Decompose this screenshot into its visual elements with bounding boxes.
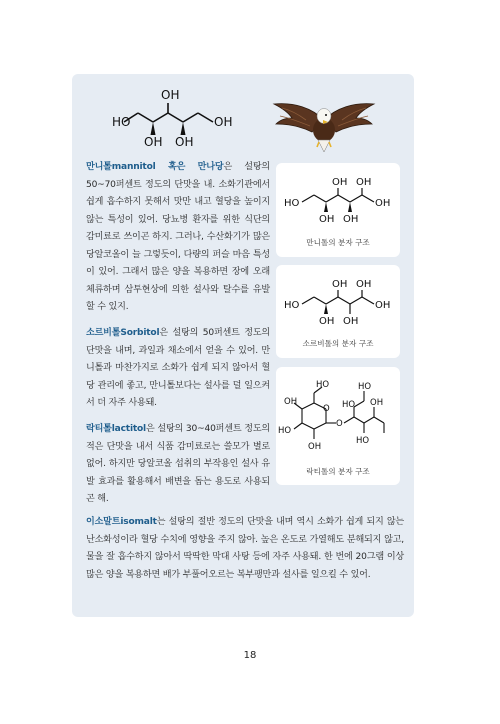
lactitol-ho-label-3: HO (342, 400, 356, 410)
mannitol-oh-label-b: OH (356, 177, 372, 188)
top-oh-label-3: OH (175, 135, 194, 149)
top-oh-label-2: OH (144, 135, 163, 149)
sorbitol-oh-label-e: OH (375, 300, 391, 311)
mannitol-ho-label: HO (284, 198, 300, 209)
top-oh-label-4: OH (214, 115, 233, 129)
mannitol-oh-label-c: OH (319, 214, 335, 225)
sorbitol-structure (276, 265, 400, 339)
sorbitol-ho-label: HO (284, 300, 300, 311)
lactitol-ho-label-1: HO (316, 380, 330, 390)
paragraph-mannitol (86, 159, 270, 317)
lactitol-structure (276, 367, 400, 463)
paragraph-lactitol-text: 은 설탕의 30~40퍼센트 정도의 적은 단맛을 내서 식품 감미료로는 쓸모가 별로 없어. 하지만 당알코올 섭취의 부작용인 설사 유발 효과를 활용해서 배변을 돕는 용도로 사용되곤 해. (86, 424, 270, 504)
lactitol-oh-label-2: OH (308, 442, 322, 452)
mannitol-oh-label-a: OH (332, 177, 348, 188)
lactitol-ho-label-4: HO (358, 382, 372, 392)
sorbitol-oh-label-a: OH (332, 279, 348, 290)
lactitol-ho-label-5: HO (356, 436, 370, 446)
page-number: 18 (243, 650, 257, 661)
paragraph-mannitol-text: 은 설탕의 50~70퍼센트 정도의 단맛을 내. 소화기관에서 쉽게 흡수하지 못해서 맛만 내고 혈당을 높이지 않는 특성이 있어. 당뇨병 환자를 위한 식단의 감미료로 쓰이곤 하지. 그러나, 수산화기가 많은 당알코올이 늘 그렇듯이, 다량의 퍼슬 마음 특성이 있어. 그래서 많은 양을 복용하면 장에 오래 체류하며 삼투현상에 의한 설사와 탈수를 유발할 수 있지. (86, 162, 271, 312)
mannitol-oh-label-d: OH (343, 214, 359, 225)
sorbitol-oh-label-d: OH (343, 316, 359, 327)
term-isomalt: 이소말트isomalt (86, 517, 157, 527)
lactitol-link-o-label: O (336, 419, 343, 429)
lactitol-structure-card (276, 367, 400, 485)
mannitol-caption: 만니톨의 분자 구조 (306, 238, 370, 247)
mannitol-structure-card (276, 163, 400, 257)
top-oh-label-1: OH (161, 88, 180, 102)
lactitol-oh-label-3: OH (370, 398, 384, 408)
mannitol-oh-label-e: OH (375, 198, 391, 209)
sorbitol-oh-label-c: OH (319, 316, 335, 327)
paragraph-lactitol (86, 421, 270, 509)
lactitol-ring-o-label: O (323, 404, 330, 414)
term-sorbitol: 소르비톨Sorbitol (86, 328, 160, 338)
sorbitol-oh-label-b: OH (356, 279, 372, 290)
lactitol-caption: 락티톨의 분자 구조 (306, 467, 370, 476)
mannitol-structure (276, 163, 400, 239)
top-molecule-structure (100, 84, 250, 156)
lactitol-oh-label-1: OH (284, 397, 298, 407)
paragraph-isomalt (86, 514, 404, 584)
sorbitol-caption: 소르비톨의 분자 구조 (302, 339, 374, 348)
paragraph-sorbitol-text: 은 설탕의 50퍼센트 정도의 단맛을 내며, 과일과 채소에서 얻을 수 있어. 만니톨과 마찬가지로 소화가 쉽게 되지 않아서 혈당 관리에 좋고, 만니톨보다는 설사를 덜 일으켜서 더 자주 사용돼. (86, 328, 270, 408)
paragraph-isomalt-text: 는 설탕의 절반 정도의 단맛을 내며 역시 소화가 쉽게 되지 않는 난소화성이라 혈당 수치에 영향을 주지 않아. 높은 온도로 가열해도 분해되지 않고, 물을 잘 흡수하지 않아서 딱딱한 막대 사탕 등에 자주 사용돼. 한 번에 20그램 이상 많은 양을 복용하면 배가 부풀어오르는 복부팽만과 설사를 일으킬 수 있어. (86, 517, 404, 580)
lactitol-ho-label-2: HO (278, 426, 292, 436)
paragraph-sorbitol (86, 325, 270, 413)
top-ho-label: HO (112, 115, 131, 129)
term-lactitol: 락티톨lactitol (86, 424, 146, 434)
term-mannitol: 만니톨mannitol 혹은 만나당 (86, 162, 224, 172)
sorbitol-structure-card (276, 265, 400, 358)
eagle-illustration (272, 96, 376, 154)
